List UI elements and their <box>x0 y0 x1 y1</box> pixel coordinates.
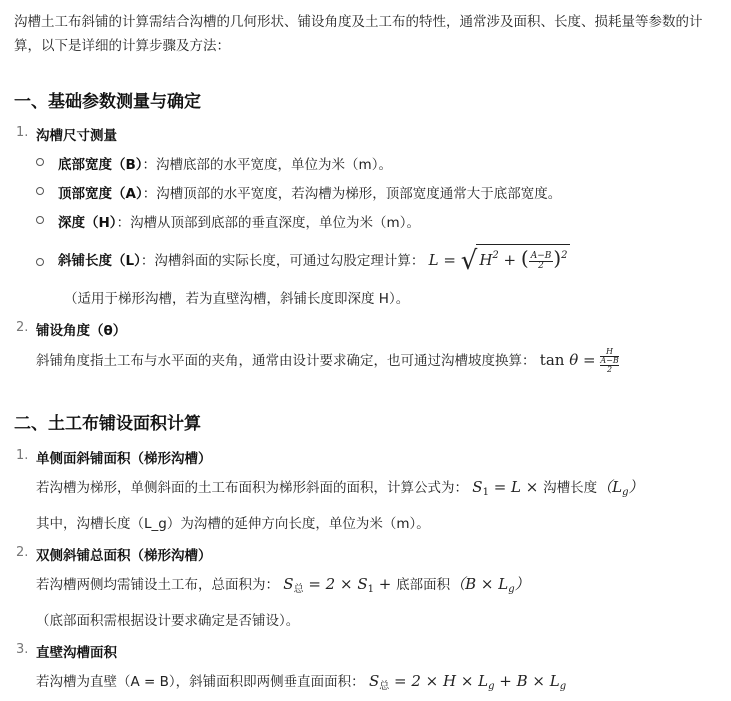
list-item <box>58 153 392 173</box>
item-title: 单侧面斜铺面积（梯形沟槽） <box>36 451 212 467</box>
item-title: 沟槽尺寸测量 <box>36 128 117 144</box>
paragraph-text: 斜铺角度指土工布与水平面的夹角，通常由设计要求确定，也可通过沟槽坡度换算： <box>36 353 536 369</box>
item-title: 直壁沟槽面积 <box>36 645 117 661</box>
total-area-formula: $S_总 = 2 \times S_1$ + 底部面积$(B \times L_g)$ <box>283 575 530 595</box>
term-description: 沟槽底部的水平宽度，单位为米（m）。 <box>156 157 392 173</box>
term-description: 沟槽斜面的实际长度，可通过勾股定理计算： <box>154 253 425 269</box>
paragraph-text: 若沟槽两侧均需铺设土工布，总面积为： <box>36 577 279 593</box>
section2-heading: 二、土工布铺设面积计算 <box>14 414 201 434</box>
paragraph-text: 若沟槽为梯形，单侧斜面的土工布面积为梯形斜面的面积，计算公式为： <box>36 480 468 496</box>
term-label: 斜铺长度（L） <box>58 253 141 269</box>
section1-heading: 一、基础参数测量与确定 <box>14 92 201 112</box>
item-title: 铺设角度（θ） <box>36 323 127 339</box>
paragraph <box>36 670 566 692</box>
item-title: 双侧斜铺总面积（梯形沟槽） <box>36 548 212 564</box>
term-separator: ： <box>140 253 155 269</box>
list-item <box>58 182 561 202</box>
term-description: 沟槽从顶部到底部的垂直深度，单位为米（m）。 <box>130 215 420 231</box>
term-separator: ： <box>142 157 157 173</box>
list-item <box>58 211 420 231</box>
list-number: 1. <box>16 125 29 140</box>
paragraph <box>36 348 619 374</box>
list-item <box>58 244 570 276</box>
formula-word: 沟槽长度 <box>543 480 598 496</box>
intro-paragraph: 沟槽土工布斜铺的计算需结合沟槽的几何形状、铺设角度及土工布的特性，通常涉及面积、长度、损耗量等参数的计算，以下是详细的计算步骤及方法： <box>14 14 703 54</box>
vertical-wall-area-formula: $S_总 = 2 \times H \times L_g + B \times L_g$ <box>368 672 567 692</box>
note-text: （适用于梯形沟槽，若为直壁沟槽，斜铺长度即深度 H）。 <box>64 291 410 307</box>
subscript-text: 总 <box>293 584 304 595</box>
term-label: 底部宽度（B） <box>58 157 143 173</box>
list-number: 2. <box>16 320 29 335</box>
bullet-icon <box>36 216 44 224</box>
term-label: 深度（H） <box>58 215 117 231</box>
single-side-area-formula: $S_1 = L$ × 沟槽长度$(L_g)$ <box>472 478 644 498</box>
bullet-icon <box>36 258 44 266</box>
note-text: 其中，沟槽长度（L_g）为沟槽的延伸方向长度，单位为米（m）。 <box>36 516 430 532</box>
bullet-icon <box>36 187 44 195</box>
list-number: 2. <box>16 545 29 560</box>
paragraph-text: 若沟槽为直壁（A = B），斜铺面积即两侧垂直面面积： <box>36 674 365 690</box>
list-number: 3. <box>16 642 29 657</box>
term-separator: ： <box>142 186 157 202</box>
term-separator: ： <box>116 215 131 231</box>
bullet-icon <box>36 158 44 166</box>
formula-word: 底部面积 <box>396 577 451 593</box>
paragraph <box>36 573 530 595</box>
note-text: （底部面积需根据设计要求确定是否铺设）。 <box>36 613 300 629</box>
term-description: 沟槽顶部的水平宽度，若沟槽为梯形，顶部宽度通常大于底部宽度。 <box>156 186 562 202</box>
slant-length-formula: L = √ $H^2$ + ( $\frac{A-B}{2}$ )$^2$ <box>428 246 568 276</box>
term-label: 顶部宽度（A） <box>58 186 143 202</box>
list-number: 1. <box>16 448 29 463</box>
angle-formula: tan θ = H A−B 2 <box>539 347 619 374</box>
paragraph <box>36 476 644 498</box>
subscript-text: 总 <box>379 681 390 692</box>
